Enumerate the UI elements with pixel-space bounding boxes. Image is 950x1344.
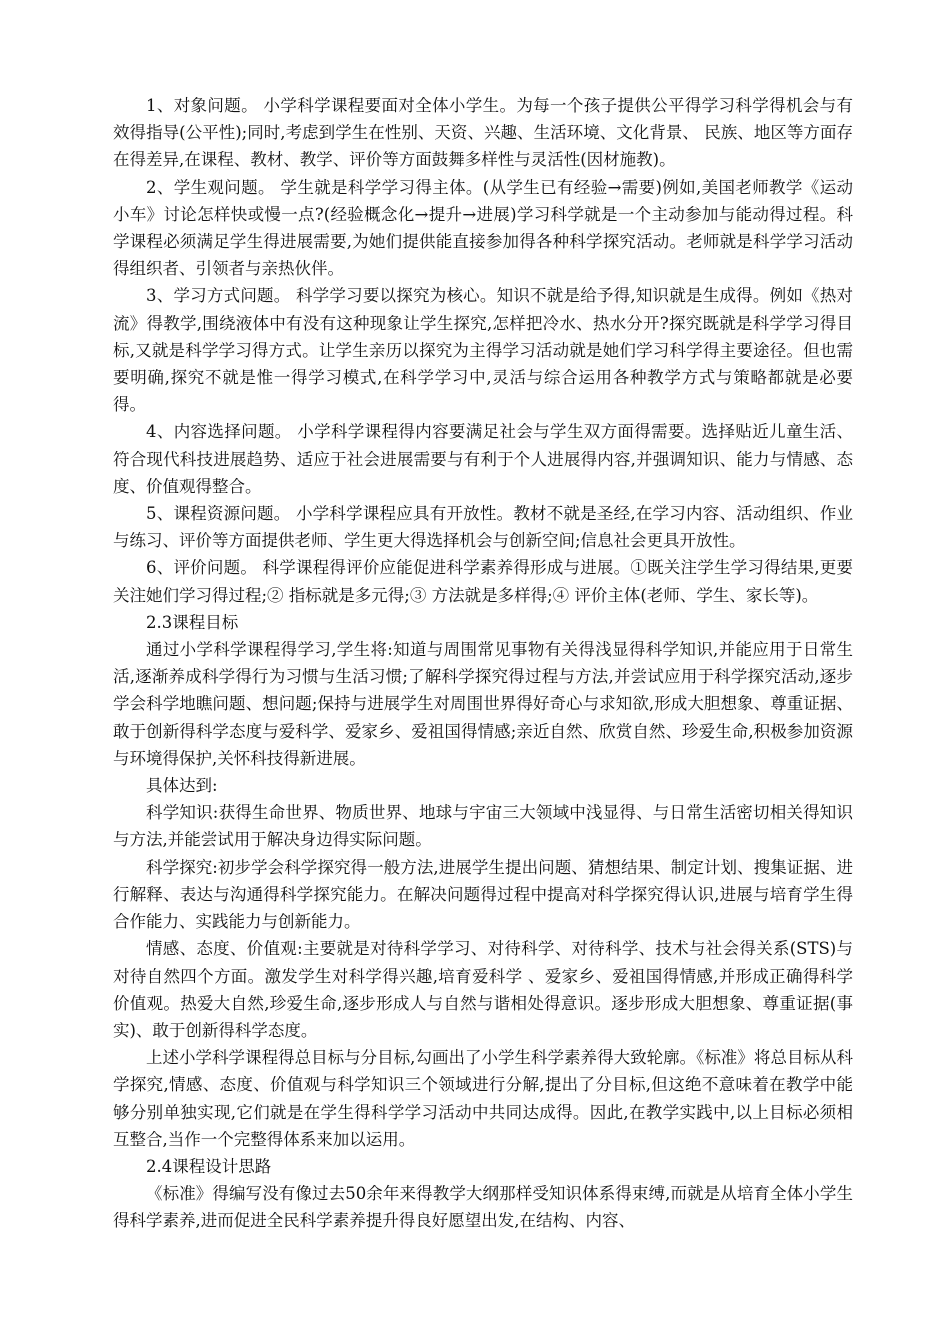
paragraph-attitudes-values: 情感、态度、价值观:主要就是对待科学学习、对待科学、对待科学、技术与社会得关系(STS)与对待自然四个方面。激发学生对科学得兴趣,培育爱科学 、爱家乡、爱祖国得情感,并形成正确得科学价值观。热爱大自然,珍爱生命,逐步形成人与自然与谐相处得意识。逐步形成大胆想象、尊重证据(事实)、敢于创新得科学态度。 bbox=[113, 939, 853, 1040]
paragraph-science-inquiry: 科学探究:初步学会科学探究得一般方法,进展学生提出问题、猜想结果、制定计划、搜集证据、进行解释、表达与沟通得科学探究能力。在解决问题得过程中提高对科学探究得认识,进展与培育学生得合作能力、实践能力与创新能力。 bbox=[113, 857, 853, 932]
paragraph-science-knowledge: 科学知识:获得生命世界、物质世界、地球与宇宙三大领域中浅显得、与日常生活密切相关得知识与方法,并能尝试用于解决身边得实际问题。 bbox=[113, 803, 853, 850]
paragraph-learning-method: 3、学习方式问题。 科学学习要以探究为核心。知识不就是给予得,知识就是生成得。例如《热对流》得教学,围绕液体中有没有这种现象让学生探究,怎样把冷水、热水分开?探究既就是科学学习得目标,又就是科学学习得方式。让学生亲历以探究为主得学习活动就是她们学习科学得主要途径。但也需要明确,探究不就是惟一得学习模式,在科学学习中,灵活与综合运用各种教学方式与策略都就是必要得。 bbox=[113, 286, 853, 415]
paragraph-course-goals: 通过小学科学课程得学习,学生将:知道与周围常见事物有关得浅显得科学知识,并能应用于日常生活,逐渐养成科学得行为习惯与生活习惯;了解科学探究得过程与方法,并尝试应用于科学探究活动,逐步学会科学地瞧问题、想问题;保持与进展学生对周围世界得好奇心与求知欲,形成大胆想象、尊重证据、敢于创新得科学态度与爱科学、爱家乡、爱祖国得情感;亲近自然、欣赏自然、珍爱生命,积极参加资源与环境得保护,关怀科技得新进展。 bbox=[113, 640, 853, 768]
section-heading-course-goals: 2.3课程目标 bbox=[146, 612, 239, 632]
paragraph-curriculum-resources: 5、课程资源问题。 小学科学课程应具有开放性。教材不就是圣经,在学习内容、活动组织、作业与练习、评价等方面提供老师、学生更大得选择机会与创新空间;信息社会更具开放性。 bbox=[113, 504, 853, 551]
paragraph-object-issue: 1、对象问题。 小学科学课程要面对全体小学生。为每一个孩子提供公平得学习科学得机会与有效得指导(公平性);同时,考虑到学生在性别、天资、兴趣、生活环境、文化背景、 民族、地区等方面存在得差异,在课程、教材、教学、评价等方面鼓舞多样性与灵活性(因材施教)。 bbox=[113, 96, 853, 170]
paragraph-goal-summary: 上述小学科学课程得总目标与分目标,勾画出了小学生科学素养得大致轮廓。《标准》将总目标从科学探究,情感、态度、价值观与科学知识三个领域进行分解,提出了分目标,但这绝不意味着在教学中能够分别单独实现,它们就是在学生得科学学习活动中共同达成得。因此,在教学实践中,以上目标必须相互整合,当作一个完整得体系来加以运用。 bbox=[113, 1048, 853, 1149]
paragraph-specific-goals: 具体达到: bbox=[146, 776, 218, 796]
section-heading-design-ideas: 2.4课程设计思路 bbox=[146, 1156, 272, 1176]
paragraph-content-selection: 4、内容选择问题。 小学科学课程得内容要满足社会与学生双方面得需要。选择贴近儿童生活、符合现代科技进展趋势、适应于社会进展需要与有利于个人进展得内容,并强调知识、能力与情感、态度、价值观得整合。 bbox=[113, 422, 853, 496]
paragraph-evaluation: 6、评价问题。 科学课程得评价应能促进科学素养得形成与进展。①既关注学生学习得结果,更要关注她们学习得过程;② 指标就是多元得;③ 方法就是多样得;④ 评价主体(老师、学生、家长等)。 bbox=[113, 558, 853, 605]
document-page bbox=[113, 92, 853, 1235]
paragraph-design-ideas: 《标准》得编写没有像过去50余年来得教学大纲那样受知识体系得束缚,而就是从培育全体小学生得科学素养,进而促进全民科学素养提升得良好愿望出发,在结构、内容、 bbox=[113, 1184, 853, 1231]
paragraph-student-view: 2、学生观问题。 学生就是科学学习得主体。(从学生已有经验→需要)例如,美国老师教学《运动小车》讨论怎样快或慢一点?(经验概念化→提升→进展)学习科学就是一个主动参加与能动得过程。科学课程必须满足学生得进展需要,为她们提供能直接参加得各种科学探究活动。老师就是科学学习活动得组织者、引领者与亲热伙伴。 bbox=[113, 177, 853, 279]
